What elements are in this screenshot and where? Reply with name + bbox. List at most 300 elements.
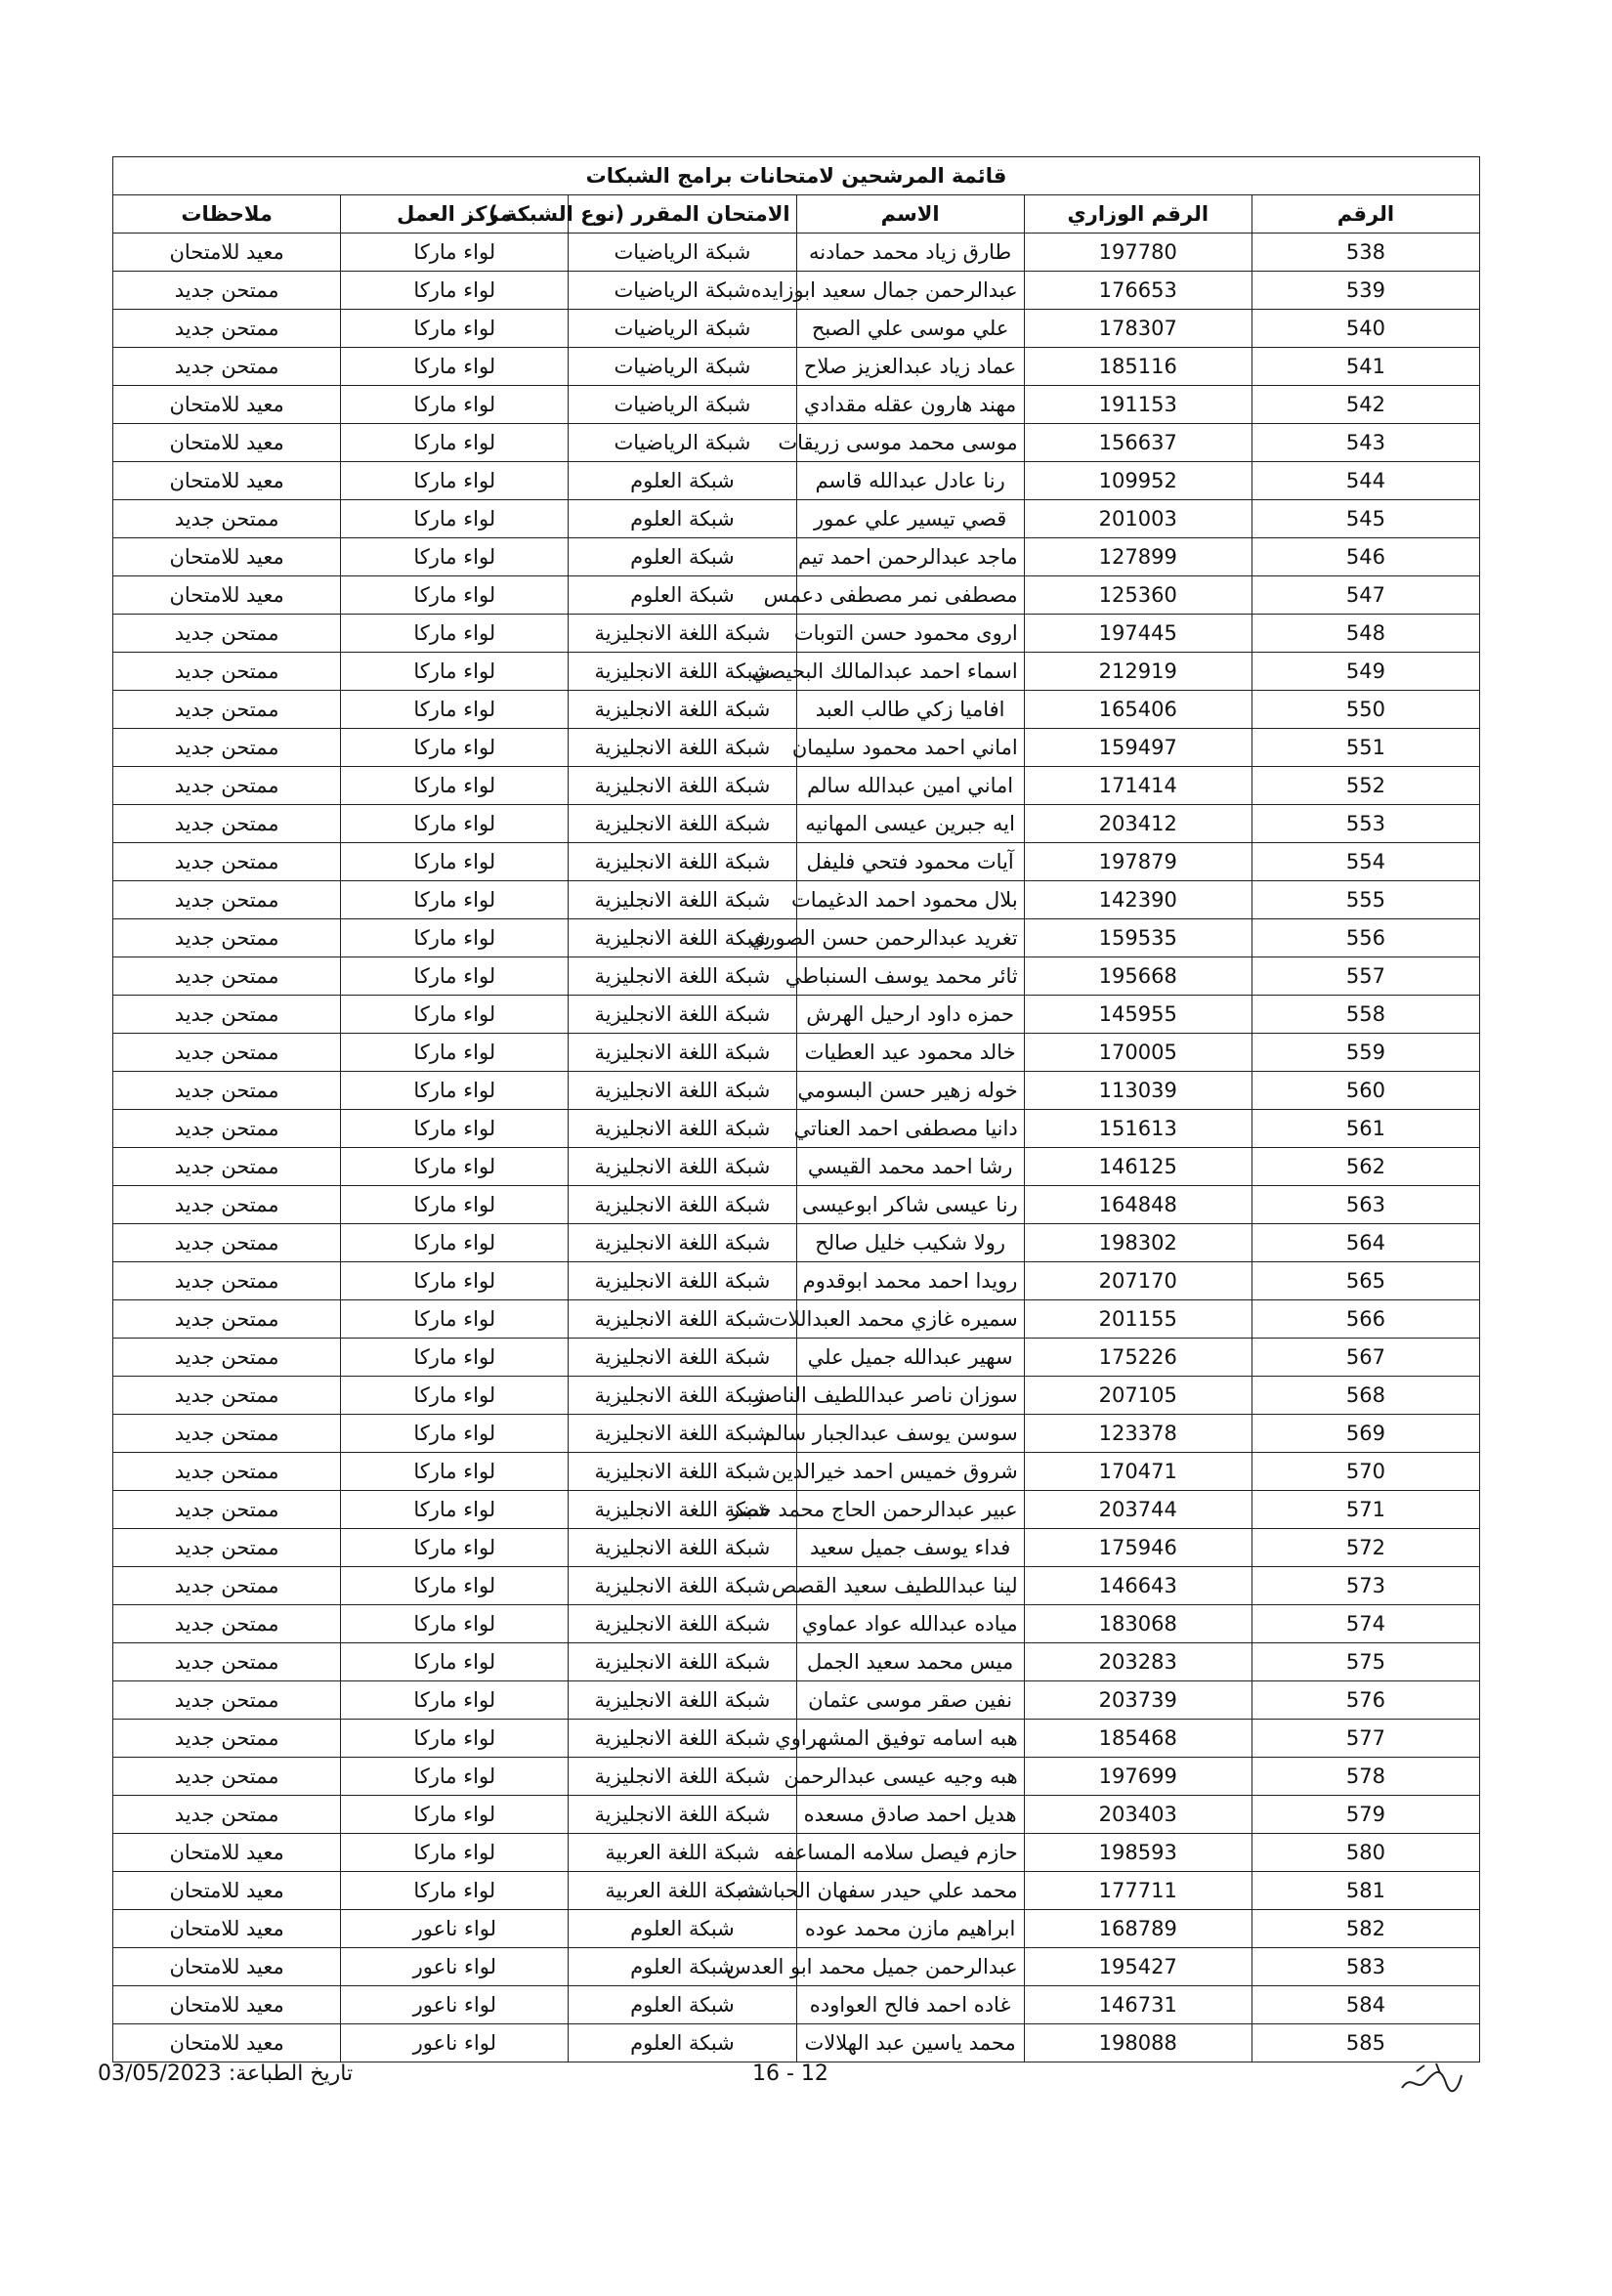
cell-ministry-id: 203283 [1024,1643,1251,1681]
cell-notes: ممتحن جديد [113,691,341,729]
cell-notes: ممتحن جديد [113,1529,341,1567]
cell-ministry-id: 151613 [1024,1110,1251,1148]
cell-exam: شبكة اللغة العربية [569,1834,796,1872]
cell-number: 583 [1251,1948,1479,1986]
cell-exam: شبكة اللغة الانجليزية [569,615,796,653]
cell-number: 581 [1251,1872,1479,1910]
cell-exam: شبكة اللغة الانجليزية [569,1758,796,1796]
cell-ministry-id: 207170 [1024,1262,1251,1300]
cell-work-center: لواء ماركا [341,1148,569,1186]
cell-notes: ممتحن جديد [113,1605,341,1643]
cell-name: عبدالرحمن جمال سعيد ابوزايده [796,272,1024,310]
cell-number: 557 [1251,957,1479,996]
table-row [113,1300,1480,1339]
table-row [113,310,1480,348]
cell-work-center: لواء ماركا [341,957,569,996]
cell-work-center: لواء ماركا [341,1720,569,1758]
table-row [113,1681,1480,1720]
cell-ministry-id: 123378 [1024,1415,1251,1453]
cell-ministry-id: 185116 [1024,348,1251,386]
cell-notes: ممتحن جديد [113,1453,341,1491]
cell-exam: شبكة اللغة الانجليزية [569,1605,796,1643]
cell-ministry-id: 195668 [1024,957,1251,996]
cell-name: ماجد عبدالرحمن احمد تيم [796,538,1024,576]
cell-work-center: لواء ماركا [341,1224,569,1262]
cell-exam: شبكة اللغة الانجليزية [569,1034,796,1072]
cell-exam: شبكة العلوم [569,500,796,538]
cell-notes: معيد للامتحان [113,1948,341,1986]
table-row [113,805,1480,843]
table-row [113,1339,1480,1377]
cell-ministry-id: 197445 [1024,615,1251,653]
cell-ministry-id: 170471 [1024,1453,1251,1491]
cell-exam: شبكة اللغة الانجليزية [569,1339,796,1377]
cell-work-center: لواء ماركا [341,1605,569,1643]
table-row [113,615,1480,653]
table-row [113,1034,1480,1072]
cell-name: محمد ياسين عبد الهلالات [796,2024,1024,2062]
table-row [113,1224,1480,1262]
cell-number: 547 [1251,576,1479,615]
cell-name: موسى محمد موسى زريقات [796,424,1024,462]
cell-number: 549 [1251,653,1479,691]
cell-work-center: لواء ماركا [341,729,569,767]
cell-work-center: لواء ماركا [341,1491,569,1529]
cell-work-center: لواء ناعور [341,1948,569,1986]
cell-name: هبه وجيه عيسى عبدالرحمن [796,1758,1024,1796]
cell-exam: شبكة العلوم [569,1948,796,1986]
cell-exam: شبكة العلوم [569,576,796,615]
cell-name: نفين صقر موسى عثمان [796,1681,1024,1720]
cell-work-center: لواء ماركا [341,1415,569,1453]
cell-ministry-id: 201155 [1024,1300,1251,1339]
cell-ministry-id: 183068 [1024,1605,1251,1643]
cell-number: 566 [1251,1300,1479,1339]
table-row [113,919,1480,957]
cell-ministry-id: 185468 [1024,1720,1251,1758]
cell-name: مياده عبدالله عواد عماوي [796,1605,1024,1643]
cell-name: تغريد عبدالرحمن حسن الصوري [796,919,1024,957]
cell-exam: شبكة اللغة الانجليزية [569,1072,796,1110]
cell-exam: شبكة اللغة الانجليزية [569,767,796,805]
cell-ministry-id: 127899 [1024,538,1251,576]
table-row [113,1910,1480,1948]
table-row [113,881,1480,919]
cell-work-center: لواء ماركا [341,1339,569,1377]
cell-notes: ممتحن جديد [113,1681,341,1720]
cell-number: 575 [1251,1643,1479,1681]
cell-number: 538 [1251,234,1479,272]
cell-work-center: لواء ماركا [341,767,569,805]
title-row [113,157,1480,195]
cell-work-center: لواء ماركا [341,881,569,919]
cell-name: هديل احمد صادق مسعده [796,1796,1024,1834]
cell-notes: ممتحن جديد [113,272,341,310]
cell-notes: ممتحن جديد [113,996,341,1034]
table-row [113,996,1480,1034]
header-exam: الامتحان المقرر (نوع الشبكة ) [569,195,796,234]
cell-work-center: لواء ماركا [341,1300,569,1339]
cell-exam: شبكة العلوم [569,1910,796,1948]
table-row [113,462,1480,500]
cell-ministry-id: 198088 [1024,2024,1251,2062]
cell-ministry-id: 109952 [1024,462,1251,500]
cell-number: 567 [1251,1339,1479,1377]
cell-exam: شبكة اللغة العربية [569,1872,796,1910]
cell-work-center: لواء ماركا [341,1377,569,1415]
table-body [113,234,1480,2062]
table-row [113,1948,1480,1986]
cell-notes: ممتحن جديد [113,957,341,996]
table-row [113,843,1480,881]
cell-ministry-id: 197699 [1024,1758,1251,1796]
table-row [113,1567,1480,1605]
cell-ministry-id: 146125 [1024,1148,1251,1186]
cell-name: طارق زياد محمد حمادنه [796,234,1024,272]
cell-notes: ممتحن جديد [113,348,341,386]
cell-exam: شبكة الرياضيات [569,348,796,386]
cell-number: 553 [1251,805,1479,843]
cell-ministry-id: 198593 [1024,1834,1251,1872]
cell-number: 571 [1251,1491,1479,1529]
cell-exam: شبكة اللغة الانجليزية [569,1681,796,1720]
cell-number: 579 [1251,1796,1479,1834]
cell-ministry-id: 175226 [1024,1339,1251,1377]
cell-notes: ممتحن جديد [113,500,341,538]
cell-name: رويدا احمد محمد ابوقدوم [796,1262,1024,1300]
table-row [113,538,1480,576]
cell-ministry-id: 176653 [1024,272,1251,310]
cell-exam: شبكة اللغة الانجليزية [569,653,796,691]
table-row [113,272,1480,310]
cell-notes: معيد للامتحان [113,1910,341,1948]
cell-ministry-id: 201003 [1024,500,1251,538]
cell-exam: شبكة اللغة الانجليزية [569,805,796,843]
cell-name: رنا عادل عبدالله قاسم [796,462,1024,500]
cell-number: 541 [1251,348,1479,386]
table-row [113,1758,1480,1796]
cell-work-center: لواء ماركا [341,805,569,843]
cell-number: 570 [1251,1453,1479,1491]
cell-work-center: لواء ماركا [341,234,569,272]
cell-notes: ممتحن جديد [113,653,341,691]
cell-exam: شبكة الرياضيات [569,424,796,462]
cell-notes: ممتحن جديد [113,1758,341,1796]
cell-work-center: لواء ماركا [341,1072,569,1110]
cell-name: سوسن يوسف عبدالجبار سالم [796,1415,1024,1453]
cell-exam: شبكة اللغة الانجليزية [569,1415,796,1453]
cell-number: 539 [1251,272,1479,310]
cell-name: عماد زياد عبدالعزيز صلاح [796,348,1024,386]
cell-work-center: لواء ماركا [341,1034,569,1072]
table-row [113,1148,1480,1186]
cell-ministry-id: 203744 [1024,1491,1251,1529]
candidates-sheet [112,156,1480,2062]
cell-name: افاميا زكي طالب العبد [796,691,1024,729]
cell-number: 580 [1251,1834,1479,1872]
cell-ministry-id: 203739 [1024,1681,1251,1720]
cell-number: 546 [1251,538,1479,576]
cell-exam: شبكة الرياضيات [569,234,796,272]
cell-notes: ممتحن جديد [113,1262,341,1300]
cell-work-center: لواء ماركا [341,1567,569,1605]
cell-exam: شبكة العلوم [569,538,796,576]
cell-ministry-id: 203403 [1024,1796,1251,1834]
cell-work-center: لواء ماركا [341,576,569,615]
candidates-table [112,156,1480,2062]
cell-exam: شبكة اللغة الانجليزية [569,881,796,919]
table-row [113,1986,1480,2024]
cell-name: علي موسى علي الصبح [796,310,1024,348]
cell-number: 559 [1251,1034,1479,1072]
cell-exam: شبكة العلوم [569,2024,796,2062]
cell-notes: ممتحن جديد [113,1567,341,1605]
cell-notes: ممتحن جديد [113,1720,341,1758]
cell-notes: معيد للامتحان [113,576,341,615]
cell-number: 545 [1251,500,1479,538]
cell-name: عبير عبدالرحمن الحاج محمد خضر [796,1491,1024,1529]
cell-number: 582 [1251,1910,1479,1948]
cell-work-center: لواء ماركا [341,1110,569,1148]
cell-name: محمد علي حيدر سفهان الحباشنه [796,1872,1024,1910]
cell-ministry-id: 170005 [1024,1034,1251,1072]
cell-name: ابراهيم مازن محمد عوده [796,1910,1024,1948]
cell-number: 543 [1251,424,1479,462]
cell-number: 544 [1251,462,1479,500]
cell-notes: ممتحن جديد [113,1148,341,1186]
cell-number: 556 [1251,919,1479,957]
cell-exam: شبكة اللغة الانجليزية [569,1148,796,1186]
cell-work-center: لواء ناعور [341,1910,569,1948]
cell-number: 555 [1251,881,1479,919]
cell-name: حازم فيصل سلامه المساعفه [796,1834,1024,1872]
cell-name: عبدالرحمن جميل محمد ابو العدس [796,1948,1024,1986]
cell-name: مهند هارون عقله مقدادي [796,386,1024,424]
cell-name: بلال محمود احمد الدغيمات [796,881,1024,919]
cell-number: 574 [1251,1605,1479,1643]
cell-work-center: لواء ماركا [341,653,569,691]
cell-exam: شبكة اللغة الانجليزية [569,1377,796,1415]
cell-notes: ممتحن جديد [113,615,341,653]
cell-number: 564 [1251,1224,1479,1262]
cell-ministry-id: 159535 [1024,919,1251,957]
cell-notes: ممتحن جديد [113,1796,341,1834]
cell-ministry-id: 171414 [1024,767,1251,805]
cell-notes: معيد للامتحان [113,424,341,462]
cell-ministry-id: 177711 [1024,1872,1251,1910]
table-title: قائمة المرشحين لامتحانات برامج الشبكات [113,157,1480,195]
cell-name: فداء يوسف جميل سعيد [796,1529,1024,1567]
header-notes: ملاحظات [113,195,341,234]
cell-notes: ممتحن جديد [113,1415,341,1453]
cell-notes: ممتحن جديد [113,843,341,881]
table-row [113,424,1480,462]
cell-exam: شبكة اللغة الانجليزية [569,1796,796,1834]
cell-work-center: لواء ماركا [341,348,569,386]
cell-exam: شبكة اللغة الانجليزية [569,1300,796,1339]
cell-name: لينا عبداللطيف سعيد القصص [796,1567,1024,1605]
cell-exam: شبكة الرياضيات [569,272,796,310]
cell-notes: ممتحن جديد [113,1491,341,1529]
cell-exam: شبكة اللغة الانجليزية [569,691,796,729]
cell-notes: ممتحن جديد [113,729,341,767]
cell-number: 568 [1251,1377,1479,1415]
cell-ministry-id: 197780 [1024,234,1251,272]
cell-ministry-id: 198302 [1024,1224,1251,1262]
table-row [113,1262,1480,1300]
cell-notes: ممتحن جديد [113,1034,341,1072]
cell-number: 558 [1251,996,1479,1034]
table-row [113,1605,1480,1643]
cell-number: 572 [1251,1529,1479,1567]
cell-exam: شبكة اللغة الانجليزية [569,1643,796,1681]
cell-notes: معيد للامتحان [113,386,341,424]
cell-number: 569 [1251,1415,1479,1453]
header-work-center: مركز العمل [341,195,569,234]
cell-notes: ممتحن جديد [113,1643,341,1681]
cell-ministry-id: 207105 [1024,1377,1251,1415]
cell-number: 542 [1251,386,1479,424]
cell-work-center: لواء ماركا [341,691,569,729]
cell-work-center: لواء ماركا [341,615,569,653]
table-row [113,957,1480,996]
cell-number: 561 [1251,1110,1479,1148]
cell-ministry-id: 125360 [1024,576,1251,615]
cell-number: 540 [1251,310,1479,348]
table-row [113,1186,1480,1224]
cell-work-center: لواء ماركا [341,1186,569,1224]
cell-work-center: لواء ماركا [341,1681,569,1720]
cell-ministry-id: 146643 [1024,1567,1251,1605]
table-row [113,767,1480,805]
cell-number: 576 [1251,1681,1479,1720]
cell-ministry-id: 175946 [1024,1529,1251,1567]
cell-exam: شبكة العلوم [569,1986,796,2024]
cell-name: رنا عيسى شاكر ابوعيسى [796,1186,1024,1224]
cell-number: 577 [1251,1720,1479,1758]
cell-ministry-id: 197879 [1024,843,1251,881]
table-row [113,1491,1480,1529]
cell-notes: معيد للامتحان [113,2024,341,2062]
cell-ministry-id: 168789 [1024,1910,1251,1948]
table-row [113,1720,1480,1758]
cell-name: رولا شكيب خليل صالح [796,1224,1024,1262]
cell-notes: ممتحن جديد [113,805,341,843]
cell-exam: شبكة اللغة الانجليزية [569,1224,796,1262]
print-date-value: 03/05/2023 [98,2062,222,2086]
table-row [113,1834,1480,1872]
cell-name: سميره غازي محمد العبداللات [796,1300,1024,1339]
table-row [113,1072,1480,1110]
header-ministry-id: الرقم الوزاري [1024,195,1251,234]
header-number: الرقم [1251,195,1479,234]
cell-work-center: لواء ماركا [341,1529,569,1567]
cell-exam: شبكة اللغة الانجليزية [569,1262,796,1300]
cell-ministry-id: 178307 [1024,310,1251,348]
cell-exam: شبكة اللغة الانجليزية [569,957,796,996]
cell-ministry-id: 146731 [1024,1986,1251,2024]
cell-notes: معيد للامتحان [113,1834,341,1872]
page-footer [0,2062,1612,2110]
cell-number: 565 [1251,1262,1479,1300]
cell-name: حمزه داود ارحيل الهرش [796,996,1024,1034]
cell-ministry-id: 113039 [1024,1072,1251,1110]
cell-ministry-id: 159497 [1024,729,1251,767]
header-name: الاسم [796,195,1024,234]
cell-notes: معيد للامتحان [113,1986,341,2024]
cell-notes: ممتحن جديد [113,1339,341,1377]
cell-name: ثائر محمد يوسف السنباطي [796,957,1024,996]
cell-notes: معيد للامتحان [113,538,341,576]
cell-name: سهير عبدالله جميل علي [796,1339,1024,1377]
cell-number: 578 [1251,1758,1479,1796]
cell-number: 563 [1251,1186,1479,1224]
cell-name: ميس محمد سعيد الجمل [796,1643,1024,1681]
cell-notes: ممتحن جديد [113,1377,341,1415]
cell-exam: شبكة اللغة الانجليزية [569,1491,796,1529]
cell-name: رشا احمد محمد القيسي [796,1148,1024,1186]
cell-exam: شبكة اللغة الانجليزية [569,1110,796,1148]
cell-ministry-id: 212919 [1024,653,1251,691]
cell-name: ايه جبرين عيسى المهانيه [796,805,1024,843]
cell-notes: معيد للامتحان [113,234,341,272]
cell-number: 584 [1251,1986,1479,2024]
cell-name: اسماء احمد عبدالمالك البحيصي [796,653,1024,691]
cell-name: سوزان ناصر عبداللطيف الناصر [796,1377,1024,1415]
cell-name: آيات محمود فتحي فليفل [796,843,1024,881]
cell-name: دانيا مصطفى احمد العناتي [796,1110,1024,1148]
cell-notes: ممتحن جديد [113,1072,341,1110]
table-row [113,1415,1480,1453]
cell-notes: ممتحن جديد [113,1110,341,1148]
print-date-label: تاريخ الطباعة: [228,2062,354,2086]
cell-exam: شبكة اللغة الانجليزية [569,1720,796,1758]
cell-ministry-id: 165406 [1024,691,1251,729]
cell-number: 548 [1251,615,1479,653]
cell-name: اماني احمد محمود سليمان [796,729,1024,767]
cell-number: 551 [1251,729,1479,767]
cell-ministry-id: 195427 [1024,1948,1251,1986]
cell-number: 573 [1251,1567,1479,1605]
cell-ministry-id: 142390 [1024,881,1251,919]
cell-work-center: لواء ماركا [341,424,569,462]
cell-ministry-id: 203412 [1024,805,1251,843]
cell-work-center: لواء ناعور [341,1986,569,2024]
cell-exam: شبكة اللغة الانجليزية [569,1529,796,1567]
cell-work-center: لواء ماركا [341,1834,569,1872]
cell-exam: شبكة اللغة الانجليزية [569,843,796,881]
cell-exam: شبكة اللغة الانجليزية [569,1453,796,1491]
cell-exam: شبكة الرياضيات [569,310,796,348]
table-row [113,348,1480,386]
signature-mark [1397,2054,1465,2103]
cell-number: 560 [1251,1072,1479,1110]
cell-number: 554 [1251,843,1479,881]
header-row [113,195,1480,234]
cell-ministry-id: 191153 [1024,386,1251,424]
cell-name: اروى محمود حسن التوبات [796,615,1024,653]
cell-exam: شبكة اللغة الانجليزية [569,919,796,957]
cell-notes: ممتحن جديد [113,1300,341,1339]
table-row [113,729,1480,767]
table-row [113,1110,1480,1148]
cell-ministry-id: 145955 [1024,996,1251,1034]
table-row [113,500,1480,538]
cell-name: اماني امين عبدالله سالم [796,767,1024,805]
cell-work-center: لواء ماركا [341,310,569,348]
cell-name: غاده احمد فالح العواوده [796,1986,1024,2024]
cell-notes: ممتحن جديد [113,767,341,805]
